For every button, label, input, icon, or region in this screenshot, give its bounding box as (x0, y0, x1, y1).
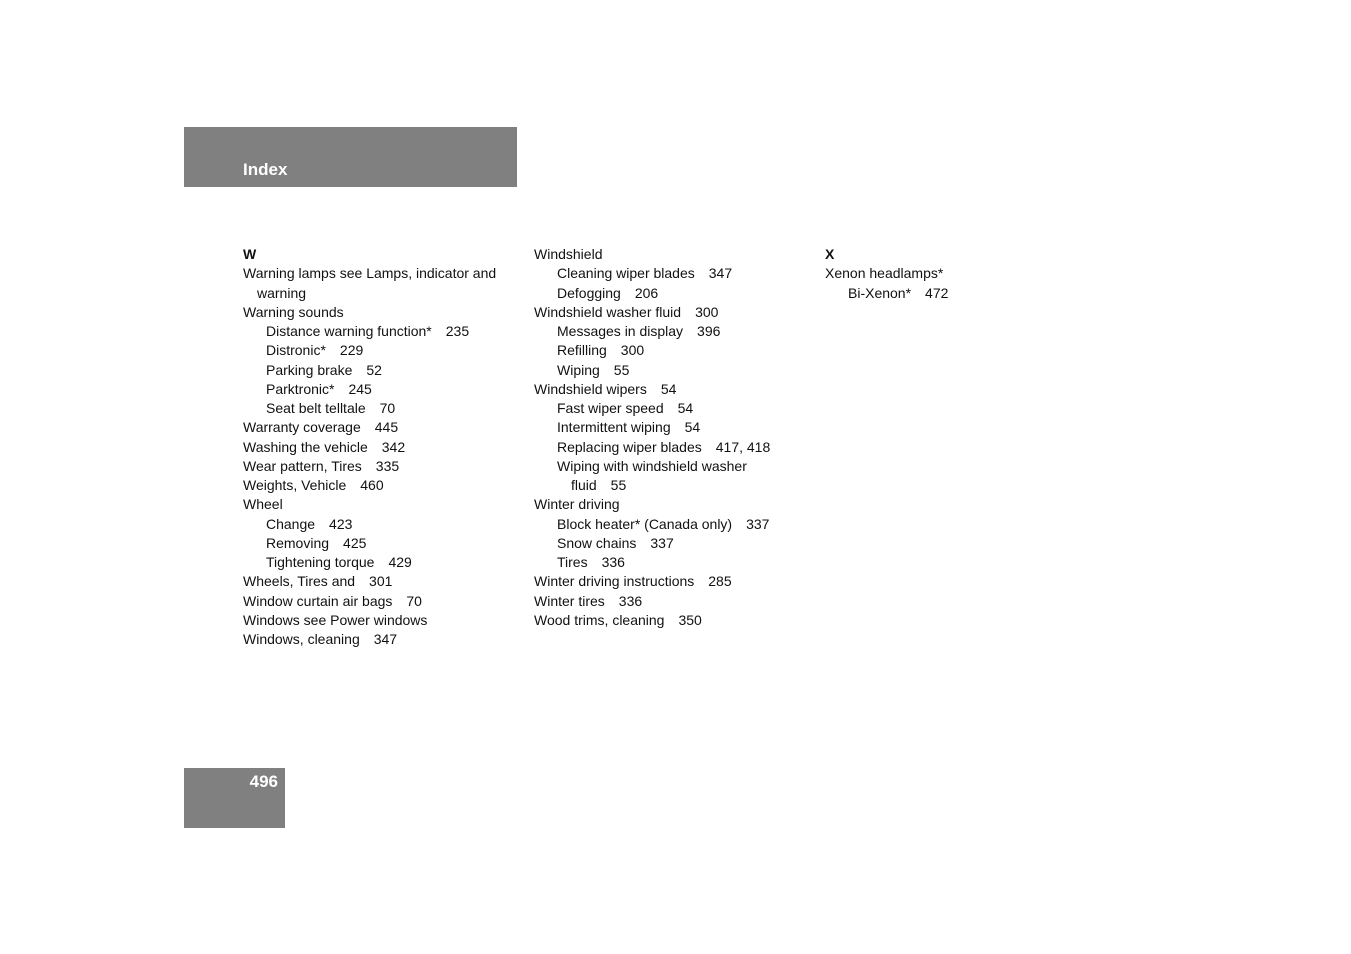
index-entry: Windshield (534, 246, 603, 262)
index-subentry: Distance warning function* 235 (266, 323, 470, 339)
index-subentry: Seat belt telltale 70 (266, 400, 396, 416)
index-subentry: Parktronic* 245 (266, 380, 372, 397)
index-entry: Windshield washer fluid 300 (534, 303, 719, 320)
index-entry: Wheels, Tires and 301 (243, 573, 393, 590)
index-entry: Xenon headlamps* (825, 265, 944, 282)
index-letter-heading: X (825, 246, 835, 262)
index-subentry: Snow chains 337 (557, 534, 674, 551)
index-entry: Warning sounds (243, 303, 344, 320)
index-subentry: Intermittent wiping 54 (557, 419, 701, 436)
index-letter-heading: W (243, 246, 257, 262)
index-entry: Warning lamps see Lamps, indicator and (243, 265, 497, 282)
page-number: 496 (249, 772, 278, 791)
index-entry: Winter driving (534, 496, 620, 513)
index-column-1 (243, 245, 528, 649)
index-subentry: Fast wiper speed 54 (557, 400, 694, 416)
index-entry: Wear pattern, Tires 335 (243, 457, 400, 474)
index-subentry: Tightening torque 429 (266, 554, 412, 570)
index-subentry: Replacing wiper blades 417, 418 (557, 438, 771, 455)
index-column-2 (534, 245, 819, 630)
index-entry: Winter driving instructions 285 (534, 573, 732, 590)
index-subentry: Bi-Xenon* 472 (848, 284, 949, 301)
index-subentry: Change 423 (266, 515, 353, 532)
index-subentry: Parking brake 52 (266, 361, 382, 378)
index-subentry: Removing 425 (266, 534, 367, 551)
index-entry: Wheel (243, 496, 283, 513)
index-entry: Winter tires 336 (534, 592, 643, 609)
index-entry: Warranty coverage 445 (243, 419, 399, 436)
index-entry: Windows see Power windows (243, 611, 428, 628)
page-title: Index (243, 160, 288, 179)
index-subentry: Distronic* 229 (266, 342, 364, 359)
index-subentry: Block heater* (Canada only) 337 (557, 515, 770, 532)
index-subentry: fluid 55 (571, 477, 627, 493)
index-entry: Windows, cleaning 347 (243, 631, 398, 647)
index-header-band (184, 127, 517, 187)
index-entry: Wood trims, cleaning 350 (534, 611, 702, 628)
index-subentry: Messages in display 396 (557, 323, 721, 339)
index-entry: Windshield wipers 54 (534, 380, 677, 397)
index-subentry: Refilling 300 (557, 342, 645, 359)
index-subentry: Wiping with windshield washer (557, 457, 747, 474)
index-entry: Window curtain air bags 70 (243, 592, 422, 609)
index-entry: Weights, Vehicle 460 (243, 477, 384, 493)
index-subentry: Tires 336 (557, 554, 625, 570)
index-entry: Washing the vehicle 342 (243, 438, 406, 455)
index-entry: warning (257, 284, 307, 301)
index-subentry: Cleaning wiper blades 347 (557, 265, 733, 282)
index-subentry: Wiping 55 (557, 361, 630, 378)
index-column-3 (825, 245, 1110, 303)
page-number-tab (184, 768, 285, 828)
index-subentry: Defogging 206 (557, 284, 659, 301)
